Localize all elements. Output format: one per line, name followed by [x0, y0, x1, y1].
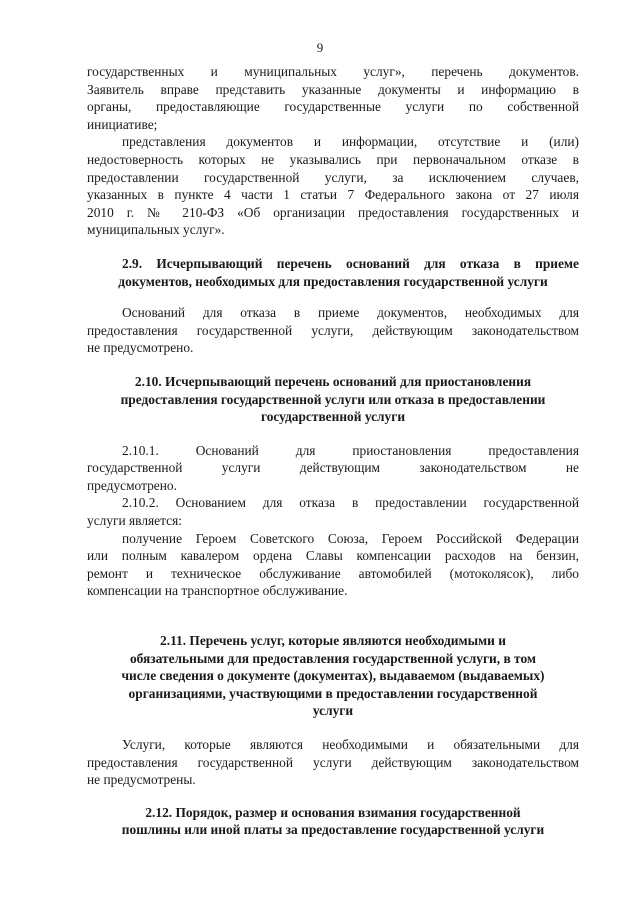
- text-line: государственной услуги действующим законодательством не: [87, 460, 579, 476]
- text-line: муниципальных услуг».: [87, 222, 225, 238]
- text-line: не предусмотрены.: [87, 772, 196, 788]
- heading-line: пошлины или иной платы за предоставление государственной услуги: [121, 822, 545, 838]
- heading-line: предоставления государственной услуги или отказа в предоставлении: [120, 391, 546, 407]
- heading-line: 2.11. Перечень услуг, которые являются необходимыми и: [160, 633, 506, 649]
- text-line: Оснований для отказа в приеме документов, необходимых для: [122, 305, 579, 321]
- text-line: компенсации на транспортное обслуживание.: [87, 583, 348, 599]
- text-line: получение Героем Советского Союза, Героем Российской Федерации: [122, 530, 579, 546]
- text-line: 2.10.1. Оснований для приостановления предоставления: [122, 442, 579, 458]
- text-line: органы, предоставляющие государственные услуги по собственной: [87, 99, 579, 115]
- text-line: предоставлении государственной услуги, за исключением случаев,: [87, 169, 579, 185]
- text-line: или полным кавалером ордена Славы компенсации расходов на бензин,: [87, 548, 579, 564]
- document-body: [87, 63, 579, 839]
- text-line: услуги является:: [87, 513, 182, 529]
- page-number: 9: [316, 40, 324, 55]
- paragraph-2-11: [87, 736, 579, 789]
- paragraph-2-10-1: [87, 442, 579, 495]
- paragraph-representation: [87, 133, 579, 239]
- heading-line: обязательными для предоставления государственной услуги, в том: [129, 650, 537, 666]
- paragraph-2-9: [87, 304, 579, 357]
- text-line: 2010 г. № 210-ФЗ «Об организации предоставления государственных и: [87, 204, 579, 220]
- heading-line: 2.9. Исчерпывающий перечень оснований для отказа в приеме: [122, 255, 579, 271]
- heading-line: организациями, участвующими в предоставлении государственной: [128, 685, 538, 701]
- section-heading-2-11: [87, 632, 579, 720]
- heading-line: числе сведения о документе (документах), выдаваемом (выдаваемых): [121, 668, 545, 684]
- text-line: предоставления государственной услуги, действующим законодательством: [87, 322, 579, 338]
- text-line: предоставления государственной услуги действующим законодательством: [87, 754, 579, 770]
- heading-line: 2.10. Исчерпывающий перечень оснований для приостановления: [134, 373, 532, 389]
- heading-line: 2.12. Порядок, размер и основания взимания государственной: [145, 804, 521, 820]
- section-heading-2-12: [87, 804, 579, 839]
- section-heading-2-9: [87, 255, 579, 290]
- heading-line: документов, необходимых для предоставления государственной услуги: [118, 273, 548, 289]
- text-line: недостоверность которых не указывались при первоначальном отказе в: [87, 151, 579, 167]
- text-line: инициативе;: [87, 116, 158, 132]
- text-line: предусмотрено.: [87, 477, 177, 493]
- text-line: 2.10.2. Основанием для отказа в предоставлении государственной: [122, 495, 579, 511]
- text-line: ремонт и техническое обслуживание автомобилей (мотоколясок), либо: [87, 565, 579, 581]
- text-line: указанных в пункте 4 части 1 статьи 7 Федерального закона от 27 июля: [87, 187, 579, 203]
- heading-line: государственной услуги: [260, 409, 406, 425]
- text-line: Заявитель вправе представить указанные документы и информацию в: [87, 81, 579, 97]
- paragraph-2-10-2-detail: [87, 530, 579, 600]
- text-line: Услуги, которые являются необходимыми и обязательными для: [122, 737, 579, 752]
- section-heading-2-10: [87, 373, 579, 426]
- paragraph-continuation: [87, 63, 579, 133]
- heading-line: услуги: [312, 703, 354, 719]
- text-line: представления документов и информации, отсутствие и (или): [122, 134, 579, 150]
- paragraph-2-10-2: [87, 494, 579, 529]
- text-line: государственных и муниципальных услуг», перечень документов.: [87, 64, 579, 79]
- text-line: не предусмотрено.: [87, 340, 194, 356]
